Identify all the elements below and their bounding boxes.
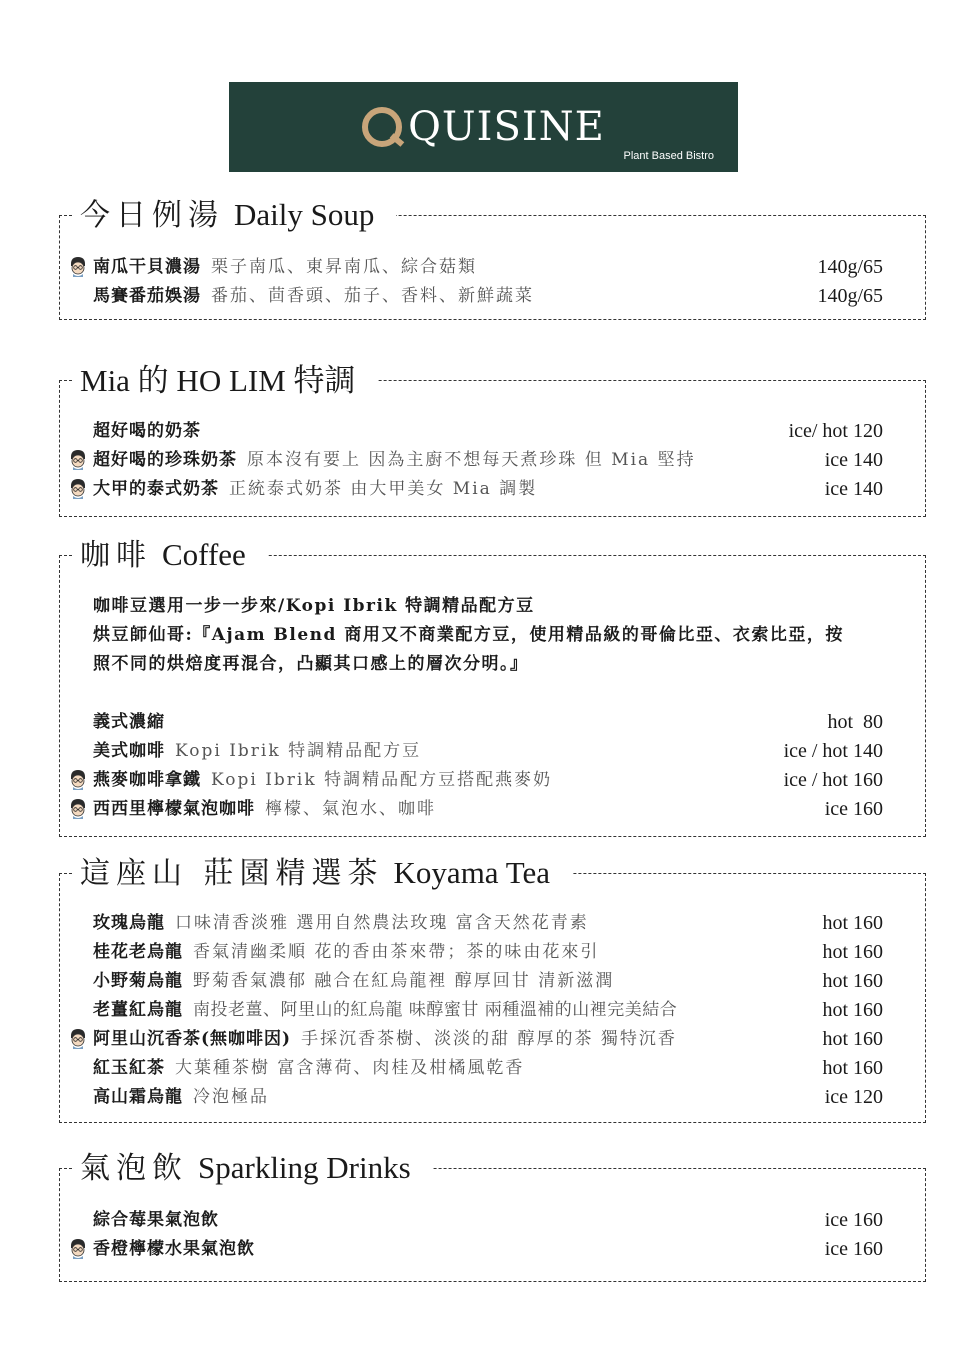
section-title: 今日例湯 Daily Soup	[74, 190, 396, 234]
item-name: 義式濃縮	[93, 712, 165, 732]
item-price: 140g/65	[817, 256, 883, 278]
item-description: Kopi Ibrik 特調精品配方豆搭配燕麥奶	[211, 770, 553, 790]
chef-avatar-icon	[68, 1238, 88, 1260]
item-name: 綜合莓果氣泡飲	[93, 1210, 219, 1230]
section-title: Mia 的 HO LIM 特調	[74, 355, 378, 400]
menu-item	[60, 1236, 925, 1262]
brand-name: QUISINE	[408, 104, 605, 150]
item-label	[93, 283, 534, 309]
item-price: ice 160	[824, 1238, 883, 1260]
item-label	[93, 767, 552, 793]
menu-item	[60, 447, 925, 473]
item-label	[93, 1026, 677, 1052]
section-koyama-tea	[59, 855, 926, 1123]
item-price: hot 160	[822, 912, 883, 934]
section-title: 咖啡 Coffee	[74, 530, 268, 574]
menu-item	[60, 939, 925, 965]
menu-item	[60, 476, 925, 502]
item-description: 冷泡極品	[193, 1087, 269, 1107]
brand-tagline: Plant Based Bistro	[623, 150, 714, 162]
section-title: 氣泡飲 Sparkling Drinks	[74, 1143, 433, 1187]
item-name: 桂花老烏龍	[93, 942, 183, 962]
item-name: 小野菊烏龍	[93, 971, 183, 991]
item-description: 原本沒有要上 因為主廚不想每天煮珍珠 但 Mia 堅持	[247, 450, 696, 470]
coffee-intro: 咖啡豆選用一步一步來/Kopi Ibrik 特調精品配方豆 烘豆師仙哥:『Ajam Blend 商用又不商業配方豆，使用精品級的哥倫比亞、衣索比亞，按 照不同的烘焙度再混合，凸顯其口感上的層次分明。』	[93, 596, 844, 674]
item-description: 大葉種茶樹 富含薄荷、肉桂及柑橘風乾香	[175, 1058, 525, 1078]
item-price: ice 160	[824, 1209, 883, 1231]
item-name: 紅玉紅茶	[93, 1058, 165, 1078]
item-label	[93, 910, 589, 936]
menu-item	[60, 796, 925, 822]
menu-item	[60, 418, 925, 444]
item-name: 玫瑰烏龍	[93, 913, 165, 933]
item-description: 野菊香氣濃郁 融合在紅烏龍裡 醇厚回甘 清新滋潤	[193, 971, 615, 991]
item-label	[93, 254, 477, 280]
item-price: hot 160	[822, 999, 883, 1021]
item-price: 140g/65	[817, 285, 883, 307]
item-name: 高山霜烏龍	[93, 1087, 183, 1107]
item-label	[93, 476, 537, 502]
menu-item	[60, 1084, 925, 1110]
item-label	[93, 1207, 219, 1233]
item-description: 香氣清幽柔順 花的香由茶來帶；茶的味由花來引	[193, 942, 600, 962]
item-price: ice / hot 160	[783, 769, 883, 791]
item-name: 超好喝的珍珠奶茶	[93, 450, 237, 470]
item-description: 南投老薑、阿里山的紅烏龍 味醇蜜甘 兩種溫補的山裡完美結合	[193, 1000, 678, 1020]
section-daily-soup	[59, 197, 926, 320]
item-name: 馬賽番茄娛湯	[93, 286, 201, 306]
item-name: 大甲的泰式奶茶	[93, 479, 219, 499]
item-name: 南瓜干貝濃湯	[93, 257, 201, 277]
q-logo-icon	[362, 107, 402, 147]
chef-avatar-icon	[68, 798, 88, 820]
item-label	[93, 709, 165, 735]
item-price: hot 80	[827, 711, 883, 733]
chef-avatar-icon	[68, 256, 88, 278]
item-price: hot 160	[822, 941, 883, 963]
item-label	[93, 1236, 255, 1262]
item-description: 番茄、茴香頭、茄子、香料、新鮮蔬菜	[211, 286, 534, 306]
item-price: ice/ hot 120	[788, 420, 883, 442]
section-title: 這座山 莊園精選茶 Koyama Tea	[74, 848, 572, 892]
item-label	[93, 447, 696, 473]
item-price: ice 160	[824, 798, 883, 820]
item-name: 超好喝的奶茶	[93, 421, 201, 441]
item-price: hot 160	[822, 970, 883, 992]
item-label	[93, 796, 436, 822]
item-label	[93, 1055, 524, 1081]
section-sparkling	[59, 1150, 926, 1282]
item-description: 手採沉香茶樹、淡淡的甜 醇厚的茶 獨特沉香	[301, 1029, 677, 1049]
menu-item	[60, 1055, 925, 1081]
item-name: 燕麥咖啡拿鐵	[93, 770, 201, 790]
item-price: ice 140	[824, 478, 883, 500]
item-name: 老薑紅烏龍	[93, 1000, 183, 1020]
chef-avatar-icon	[68, 1028, 88, 1050]
item-label	[93, 738, 421, 764]
item-label	[93, 418, 201, 444]
chef-avatar-icon	[68, 769, 88, 791]
item-label	[93, 1084, 269, 1110]
menu-item	[60, 1207, 925, 1233]
item-name: 香橙檸檬水果氣泡飲	[93, 1239, 255, 1259]
chef-avatar-icon	[68, 449, 88, 471]
item-name: 西西里檸檬氣泡咖啡	[93, 799, 255, 819]
section-coffee	[59, 537, 926, 837]
item-name: 阿里山沉香茶(無咖啡因)	[93, 1029, 292, 1049]
item-label	[93, 939, 599, 965]
menu-item	[60, 738, 925, 764]
menu-item	[60, 968, 925, 994]
menu-item	[60, 709, 925, 735]
item-name: 美式咖啡	[93, 741, 165, 761]
section-holim	[59, 363, 926, 517]
brand-banner	[229, 82, 738, 172]
item-description: 檸檬、氣泡水、咖啡	[265, 799, 436, 819]
item-label	[93, 968, 614, 994]
menu-item	[60, 1026, 925, 1052]
item-description: 口味清香淡雅 選用自然農法玫瑰 富含天然花青素	[175, 913, 589, 933]
menu-item	[60, 767, 925, 793]
item-price: hot 160	[822, 1028, 883, 1050]
item-price: ice 140	[824, 449, 883, 471]
item-price: hot 160	[822, 1057, 883, 1079]
item-price: ice 120	[824, 1086, 883, 1108]
menu-item	[60, 910, 925, 936]
item-description: 栗子南瓜、東昇南瓜、綜合菇類	[211, 257, 477, 277]
menu-item	[60, 283, 925, 309]
chef-avatar-icon	[68, 478, 88, 500]
item-description: Kopi Ibrik 特調精品配方豆	[175, 741, 422, 761]
item-label	[93, 997, 677, 1023]
item-price: ice / hot 140	[783, 740, 883, 762]
menu-item	[60, 254, 925, 280]
menu-item	[60, 997, 925, 1023]
item-description: 正統泰式奶茶 由大甲美女 Mia 調製	[229, 479, 538, 499]
